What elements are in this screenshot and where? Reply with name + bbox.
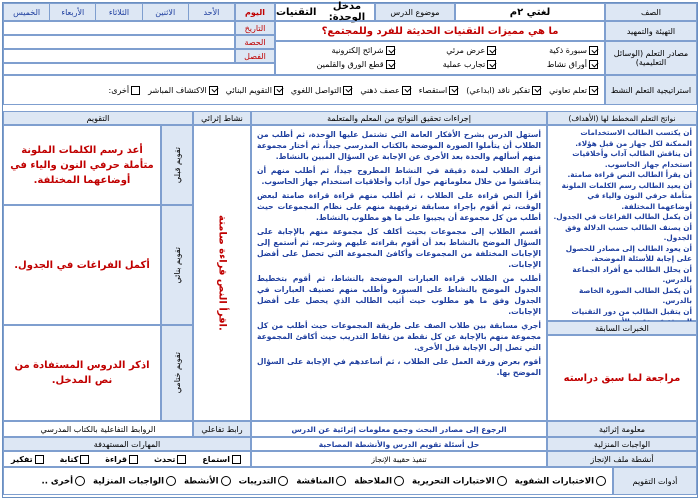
- prior-experience: مراجعة لما سبق دراسته: [547, 335, 697, 421]
- tool-item[interactable]: التدريبات: [239, 476, 291, 487]
- day-label: اليوم: [235, 3, 275, 21]
- day-monday: الاثنين: [143, 4, 189, 20]
- day-wednesday: الأربعاء: [50, 4, 96, 20]
- tool-item[interactable]: الواجبات المنزلية: [93, 476, 178, 487]
- enrichment: الرجوع إلى مصادر البحث وجمع معلومات إثرائية عن الدرس: [251, 421, 547, 437]
- lesson-question: ما هي مميزات التقنيات الحديثة للفرد وللمجتمع؟: [275, 21, 605, 41]
- integrative-link: الروابط التفاعلية بالكتاب المدرسي: [3, 421, 193, 437]
- evaluation-type-final: تقويم ختامي: [172, 352, 182, 394]
- skill-item[interactable]: تفكير: [11, 455, 46, 464]
- strategy-item[interactable]: أخرى:: [109, 86, 143, 95]
- date-label: التاريخ: [235, 21, 275, 35]
- activity-cell: [193, 125, 251, 421]
- integrative-link-label: رابط تفاعلي: [193, 421, 251, 437]
- tool-item[interactable]: المناقشة: [296, 476, 348, 487]
- homework-label: الواجبات المنزلية: [547, 437, 697, 451]
- procedure-step: أستهل الدرس بشرح الأفكار العامة التي تشتمل عليها الوحدة، ثم أطلب من الطلاب أن يتأملوا الصورة الموضحة بالكتاب المدرسي جيداً، ثم أختار مجموعة منهم أسألهم والحدة بعد الأخرى عن الإجابة عن السؤال المبين بالنشاط.: [257, 130, 541, 161]
- objective-item: أن يعيد الطالب رسم الكلمات الملونة متأملة حرفي النون والياء في أوضاعهما المختلفة.: [561, 180, 692, 211]
- lesson-topic-label: موضوع الدرس: [375, 3, 455, 21]
- day-tuesday: الثلاثاء: [96, 4, 142, 20]
- period-label: الحصة: [235, 35, 275, 49]
- unit-title: [275, 3, 375, 21]
- resources-box: [275, 41, 605, 75]
- days-row: [3, 3, 235, 21]
- procedure-step: أترك الطلاب لمدة دقيقة في النشاط المطروح جيداً، ثم أطلب منهم أن يتناقشوا من خلال معلوماتهم حول آداب وأخلاقيات استخدام جهاز الحاسوب.: [257, 166, 541, 186]
- skill-item[interactable]: استماع: [202, 455, 243, 464]
- procedure-step: أقرأ النص قراءة على الطلاب ، ثم أطلب منهم قراءة قراءة صامتة لبعض الوقت، ثم أقوم بإجراء مسابقة ترفيهية منهم على نظام المجموعات حيث أطلب من كل مجموعة أن يجيبوا على ما هو مطلوب بالنشاط.: [257, 191, 541, 222]
- tool-item[interactable]: الأنشطة: [184, 476, 233, 487]
- evaluation-item-pre: أعد رسم الكلمات الملونة متأملة حرفي النون والياء في أوضاعهما المختلفة.: [3, 125, 161, 205]
- grade-label: الصف: [605, 3, 697, 21]
- period-cells: [3, 35, 235, 49]
- procedures-cell: [251, 125, 547, 421]
- homework: حل أسئلة تقويم الدرس والأنشطة المصاحبة: [251, 437, 547, 451]
- enrichment-label: معلومة إثرائية: [547, 421, 697, 437]
- date-cells: [3, 21, 235, 35]
- tool-item[interactable]: الاختبارات الشفوية: [515, 476, 608, 487]
- skill-item[interactable]: قراءة: [105, 455, 140, 464]
- evaluation-type-pre: تقويم قبلي: [172, 146, 182, 184]
- activity-header: نشاط إثرائي: [193, 111, 251, 125]
- resource-item[interactable]: أوراق نشاط: [501, 58, 600, 72]
- strategies-label: استراتيجية التعلم النشط: [605, 75, 697, 105]
- strategy-item[interactable]: عصف ذهني: [360, 86, 412, 95]
- objective-item: أن يصنف الطالب حسب الدلالة وفق الجدول.: [565, 222, 692, 242]
- outcomes-header: نواتج التعلم المخطط لها (الأهداف): [547, 111, 697, 125]
- skill-item[interactable]: كتابة: [60, 455, 92, 464]
- grade-value: لغتي ٢م: [455, 3, 605, 21]
- resource-item[interactable]: شرائح إلكترونية: [297, 44, 396, 58]
- day-thursday: الخميس: [4, 4, 50, 20]
- objective-item: أن يتقبل الطالب من دور التقنيات: [571, 306, 692, 316]
- strategy-item[interactable]: تعلم تعاوني: [549, 86, 600, 95]
- portfolio: تنفيذ حقيبة الإنجاز: [251, 451, 547, 467]
- evaluation-header: التقويم: [3, 111, 193, 125]
- class-cells: [3, 49, 235, 63]
- tools-label: أدوات التقويم: [613, 467, 697, 495]
- skills-label: المهارات المستهدفة: [3, 437, 251, 451]
- strategy-item[interactable]: استقصاء: [419, 86, 461, 95]
- procedure-step: أجري مسابقة بين طلاب الصف على طريقة المجموعات حيث أطلب من كل مجموعة منهم بالإجابة عن كل نقطة من نقاط التدريب حيث أكافئ المجموعة التي تصل إلى الإجابة قبل الأخرى.: [257, 321, 541, 352]
- tool-item[interactable]: الملاحظة: [354, 476, 406, 487]
- procedure-step: أقسم الطلاب إلى مجموعات بحيث أكلف كل مجموعة منهم بالإجابة على السؤال الموضح بالنشاط بعد أن أقوم بقراءته عليهم وشرحه، ثم أستمع إلى الإجابات المختلفة من المجموعات وأكافئ المجموعة التي تحصل على أفضل الإجابات.: [257, 227, 541, 269]
- objective-item: أن يقرأ الطالب النص قراءة صامتة.: [567, 170, 692, 179]
- prior-experience-label: الخبرات السابقة: [547, 321, 697, 335]
- objective-item: أن يعود الطالب إلى مصادر للحصول على إجابة للأسئلة الموضحة.: [565, 243, 692, 263]
- evaluation-item-formative: أكمل الفراغات في الجدول.: [3, 205, 161, 325]
- resource-item[interactable]: عرض مرئي: [399, 44, 498, 58]
- strategy-item[interactable]: التواصل اللغوي: [291, 86, 354, 95]
- portfolio-label: أنشطة ملف الإنجاز: [547, 451, 697, 467]
- resource-item[interactable]: سبورة ذكية: [501, 44, 600, 58]
- strategy-item[interactable]: تفكير ناقد (ابداعي): [466, 86, 543, 95]
- strategy-item[interactable]: التقويم البنائي: [226, 86, 285, 95]
- procedure-step: أقوم بعرض ورقة العمل على الطلاب ، ثم أساعدهم في الإجابة على السؤال الموضح بها.: [257, 357, 541, 377]
- objectives-cell: [547, 125, 697, 321]
- objective-item: أن يكمل الطالب الصورة الخاصة بالدرس.: [578, 285, 692, 305]
- lesson-plan-sheet: [2, 2, 698, 498]
- resource-item[interactable]: تجارب عملية: [399, 58, 498, 72]
- evaluation-type-formative: تقويم بنائي: [172, 246, 182, 284]
- objective-item: أن يحلل الطالب مع أفراد الجماعة بالدرس.: [572, 264, 692, 284]
- unit-value: التقنيات: [276, 6, 317, 18]
- preface-label: التهيئة والتمهيد: [605, 21, 697, 41]
- strategy-item[interactable]: الاكتشاف المباشر: [148, 86, 220, 95]
- objective-item: أن يكتسب الطالب الاستخدامات الممكنة لكل جهاز من قبل هؤلاء.: [575, 128, 692, 148]
- procedures-header: إجراءات تحقيق النواتج من المعلم والمتعلمة: [251, 111, 547, 125]
- activity-text: اقرأ النص قراءة صامتة.: [216, 215, 228, 331]
- resources-label: مصادر التعلم (الوسائل التعليمية): [605, 41, 697, 75]
- objective-item: أن يكمل الطالب الفراغات في الجدول.: [553, 212, 692, 221]
- day-sunday: الأحد: [203, 7, 220, 17]
- procedure-step: أطلب من الطلاب قراءة العبارات الموضحة بالنشاط، ثم أقوم بتخطيط الجدول الموضح بالنشاط على السبورة وأطلب منهم تصنيف العبارات في الجدول وفق ما هو مطلوب حيث أثيب الطالب الذي يحصل على أفضل الإجابات.: [257, 274, 541, 316]
- objective-item: أن يناقش الطالب آداب وأخلاقيات استخدام جهاز الحاسوب.: [572, 149, 692, 169]
- class-label: الفصل: [235, 49, 275, 63]
- tool-item[interactable]: الاختبارات التحريرية: [412, 476, 509, 487]
- strategies-box: [3, 75, 605, 105]
- evaluation-item-final: اذكر الدروس المستفادة من نص المدخل.: [3, 325, 161, 421]
- tools-box: [3, 467, 613, 495]
- tool-item[interactable]: أخرى ..: [41, 476, 87, 487]
- skill-item[interactable]: تحدث: [154, 455, 188, 464]
- resource-item[interactable]: قطع الورق والقلمين: [297, 58, 396, 72]
- unit-label: مدخل الوحدة:: [328, 1, 366, 23]
- skills-box: [3, 451, 251, 467]
